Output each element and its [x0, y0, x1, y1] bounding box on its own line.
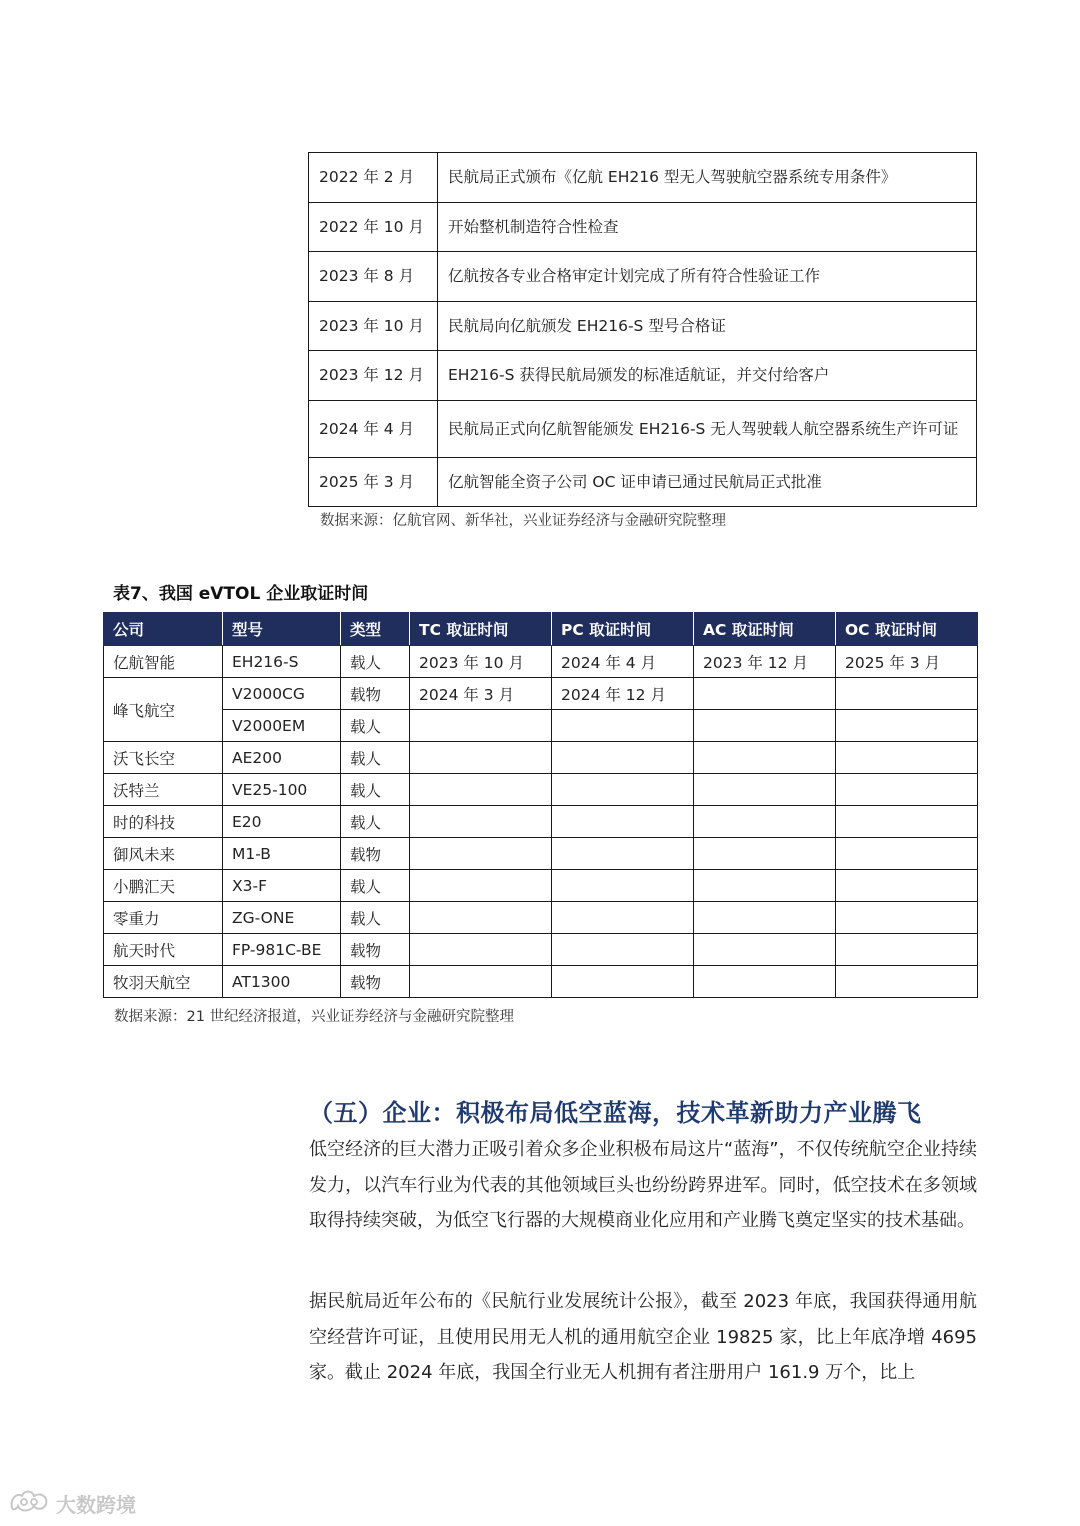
tc-cell — [410, 774, 552, 806]
pc-cell — [552, 742, 694, 774]
company-cell: 沃特兰 — [104, 774, 223, 806]
column-header: PC 取证时间 — [552, 613, 694, 646]
milestone-date: 2023 年 12 月 — [309, 351, 438, 401]
milestone-date: 2022 年 10 月 — [309, 202, 438, 252]
column-header: 公司 — [104, 613, 223, 646]
pc-cell: 2024 年 12 月 — [552, 678, 694, 710]
type-cell: 载人 — [341, 742, 410, 774]
ac-cell — [694, 902, 836, 934]
oc-cell — [836, 742, 978, 774]
company-cell: 时的科技 — [104, 806, 223, 838]
oc-cell — [836, 710, 978, 742]
milestone-event: 民航局正式颁布《亿航 EH216 型无人驾驶航空器系统专用条件》 — [438, 153, 977, 203]
column-header: OC 取证时间 — [836, 613, 978, 646]
watermark — [8, 1488, 136, 1518]
oc-cell — [836, 774, 978, 806]
type-cell: 载物 — [341, 966, 410, 998]
model-cell: FP-981C-BE — [223, 934, 341, 966]
milestone-event: 开始整机制造符合性检查 — [438, 202, 977, 252]
table-row — [104, 678, 978, 710]
model-cell: EH216-S — [223, 646, 341, 678]
certification-table — [103, 612, 978, 998]
type-cell: 载物 — [341, 678, 410, 710]
tc-cell — [410, 934, 552, 966]
table-row — [309, 252, 977, 302]
column-header: TC 取证时间 — [410, 613, 552, 646]
company-cell: 零重力 — [104, 902, 223, 934]
company-cell: 御风未来 — [104, 838, 223, 870]
ac-cell: 2023 年 12 月 — [694, 646, 836, 678]
model-cell: AT1300 — [223, 966, 341, 998]
table-source-note: 数据来源：21 世纪经济报道，兴业证券经济与金融研究院整理 — [114, 1009, 515, 1025]
pc-cell — [552, 966, 694, 998]
body-paragraph: 据民航局近年公布的《民航行业发展统计公报》，截至 2023 年底，我国获得通用航空经营许可证，且使用民用无人机的通用航空企业 19825 家，比上年底净增 4695 家。截止 2024 年底，我国全行业无人机拥有者注册用户 161.9 万个，比上 — [309, 1291, 977, 1383]
ac-cell — [694, 870, 836, 902]
ac-cell — [694, 806, 836, 838]
pc-cell — [552, 774, 694, 806]
body-paragraph: 低空经济的巨大潜力正吸引着众多企业积极布局这片“蓝海”，不仅传统航空企业持续发力，以汽车行业为代表的其他领域巨头也纷纷跨界进军。同时，低空技术在多领域取得持续突破，为低空飞行器的大规模商业化应用和产业腾飞奠定坚实的技术基础。 — [309, 1139, 977, 1231]
model-cell: V2000CG — [223, 678, 341, 710]
type-cell: 载人 — [341, 902, 410, 934]
watermark-text: 大数跨境 — [56, 1492, 136, 1517]
milestone-event: EH216-S 获得民航局颁发的标准适航证，并交付给客户 — [438, 351, 977, 401]
model-cell: E20 — [223, 806, 341, 838]
table-row — [104, 934, 978, 966]
company-cell: 峰飞航空 — [104, 678, 223, 742]
milestone-date: 2025 年 3 月 — [309, 457, 438, 507]
oc-cell — [836, 806, 978, 838]
tc-cell — [410, 870, 552, 902]
company-cell: 小鹏汇天 — [104, 870, 223, 902]
pc-cell — [552, 870, 694, 902]
model-cell: VE25-100 — [223, 774, 341, 806]
table-source-note: 数据来源：亿航官网、新华社，兴业证券经济与金融研究院整理 — [320, 513, 726, 529]
table-row — [309, 351, 977, 401]
type-cell: 载人 — [341, 646, 410, 678]
model-cell: V2000EM — [223, 710, 341, 742]
table-row — [104, 838, 978, 870]
oc-cell — [836, 966, 978, 998]
table-row — [309, 202, 977, 252]
ac-cell — [694, 710, 836, 742]
company-cell: 沃飞长空 — [104, 742, 223, 774]
tc-cell — [410, 806, 552, 838]
table-header-row — [104, 613, 978, 646]
model-cell: AE200 — [223, 742, 341, 774]
table-row — [309, 457, 977, 507]
column-header: 类型 — [341, 613, 410, 646]
ac-cell — [694, 742, 836, 774]
milestone-date: 2023 年 8 月 — [309, 252, 438, 302]
type-cell: 载物 — [341, 934, 410, 966]
column-header: 型号 — [223, 613, 341, 646]
pc-cell — [552, 934, 694, 966]
milestone-date: 2022 年 2 月 — [309, 153, 438, 203]
tc-cell — [410, 710, 552, 742]
table-row — [309, 153, 977, 203]
column-header: AC 取证时间 — [694, 613, 836, 646]
pc-cell — [552, 838, 694, 870]
tc-cell: 2023 年 10 月 — [410, 646, 552, 678]
tc-cell — [410, 838, 552, 870]
milestone-event: 亿航智能全资子公司 OC 证申请已通过民航局正式批准 — [438, 457, 977, 507]
table-row — [104, 870, 978, 902]
ac-cell — [694, 838, 836, 870]
milestone-date: 2023 年 10 月 — [309, 301, 438, 351]
company-cell: 航天时代 — [104, 934, 223, 966]
tc-cell — [410, 902, 552, 934]
table-row — [104, 902, 978, 934]
milestone-date: 2024 年 4 月 — [309, 400, 438, 457]
table-row — [104, 646, 978, 678]
table-title: 表7、我国 eVTOL 企业取证时间 — [113, 584, 369, 604]
tc-cell — [410, 966, 552, 998]
milestone-event: 亿航按各专业合格审定计划完成了所有符合性验证工作 — [438, 252, 977, 302]
model-cell: M1-B — [223, 838, 341, 870]
table-row — [104, 710, 978, 742]
oc-cell — [836, 678, 978, 710]
company-cell: 亿航智能 — [104, 646, 223, 678]
model-cell: ZG-ONE — [223, 902, 341, 934]
pc-cell — [552, 806, 694, 838]
ac-cell — [694, 774, 836, 806]
milestone-event: 民航局正式向亿航智能颁发 EH216-S 无人驾驶载人航空器系统生产许可证 — [438, 400, 977, 457]
oc-cell — [836, 870, 978, 902]
type-cell: 载人 — [341, 710, 410, 742]
table-row — [104, 774, 978, 806]
oc-cell — [836, 902, 978, 934]
pc-cell: 2024 年 4 月 — [552, 646, 694, 678]
table-row — [309, 400, 977, 457]
ac-cell — [694, 934, 836, 966]
tc-cell — [410, 742, 552, 774]
milestone-table — [308, 152, 977, 507]
oc-cell: 2025 年 3 月 — [836, 646, 978, 678]
table-row — [309, 301, 977, 351]
milestone-event: 民航局向亿航颁发 EH216-S 型号合格证 — [438, 301, 977, 351]
type-cell: 载物 — [341, 838, 410, 870]
model-cell: X3-F — [223, 870, 341, 902]
ac-cell — [694, 966, 836, 998]
table-row — [104, 806, 978, 838]
logo-icon — [8, 1488, 52, 1518]
type-cell: 载人 — [341, 806, 410, 838]
ac-cell — [694, 678, 836, 710]
section-heading: （五）企业：积极布局低空蓝海，技术革新助力产业腾飞 — [309, 1099, 922, 1127]
tc-cell: 2024 年 3 月 — [410, 678, 552, 710]
table-row — [104, 742, 978, 774]
company-cell: 牧羽天航空 — [104, 966, 223, 998]
type-cell: 载人 — [341, 774, 410, 806]
pc-cell — [552, 902, 694, 934]
type-cell: 载人 — [341, 870, 410, 902]
oc-cell — [836, 838, 978, 870]
oc-cell — [836, 934, 978, 966]
table-row — [104, 966, 978, 998]
pc-cell — [552, 710, 694, 742]
